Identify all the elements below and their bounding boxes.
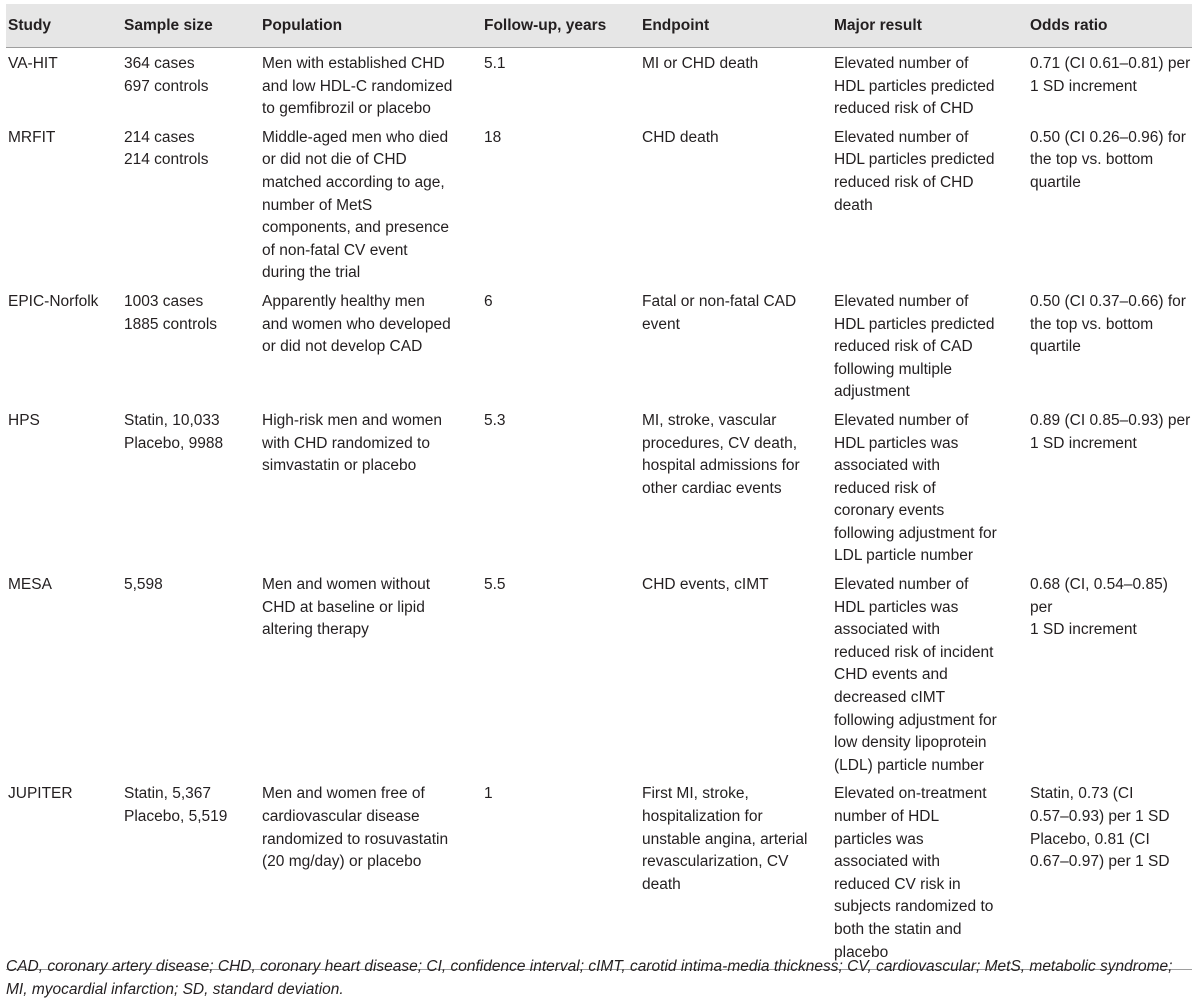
- table-header-row: [6, 4, 1192, 48]
- cell-odds-ratio: 0.50 (CI 0.26–0.96) for the top vs. bottom quartile: [1030, 128, 1186, 191]
- cell-follow-up: 6: [484, 292, 493, 310]
- cell-odds-ratio: 0.89 (CI 0.85–0.93) per 1 SD increment: [1030, 411, 1191, 452]
- cell-sample-size: Statin, 10,033 Placebo, 9988: [124, 411, 224, 452]
- cell-endpoint: CHD death: [642, 128, 719, 146]
- cell-endpoint: CHD events, cIMT: [642, 576, 769, 594]
- cell-major-result: Elevated number of HDL particles predicted reduced risk of CHD: [834, 55, 995, 118]
- header-major-result: Major result: [834, 4, 1030, 48]
- cell-population: High-risk men and women with CHD randomized to simvastatin or placebo: [262, 411, 443, 475]
- table-row: [6, 778, 1192, 969]
- cell-odds-ratio: 0.50 (CI 0.37–0.66) for the top vs. bottom quartile: [1030, 292, 1186, 356]
- cell-major-result: Elevated number of HDL particles was associated with reduced risk of coronary events following adjustment for LDL particle number: [834, 411, 997, 565]
- cell-sample-size: 214 cases 214 controls: [124, 128, 209, 169]
- table-row: [6, 405, 1192, 569]
- cell-study: VA-HIT: [8, 55, 58, 72]
- cell-odds-ratio: Statin, 0.73 (CI 0.57–0.93) per 1 SD Placebo, 0.81 (CI 0.67–0.97) per 1 SD: [1030, 778, 1192, 969]
- cell-odds-ratio: 0.71 (CI 0.61–0.81) per 1 SD increment: [1030, 55, 1191, 95]
- cell-follow-up: 5.1: [484, 55, 506, 72]
- header-population: Population: [262, 4, 484, 48]
- cell-follow-up: 5.5: [484, 576, 506, 594]
- cell-study: HPS: [8, 411, 40, 429]
- table-row: [6, 48, 1192, 122]
- cell-odds-ratio: 0.68 (CI, 0.54–0.85) per 1 SD increment: [1030, 576, 1168, 639]
- cell-study: MRFIT: [8, 128, 56, 146]
- cell-endpoint: MI or CHD death: [642, 55, 759, 72]
- cell-follow-up: 1: [484, 778, 642, 969]
- cell-population: Men with established CHD and low HDL-C randomized to gemfibrozil or placebo: [262, 55, 453, 118]
- cell-study: MESA: [8, 576, 52, 594]
- cell-sample-size: 364 cases 697 controls: [124, 55, 209, 95]
- cell-endpoint: First MI, stroke, hospitalization for unstable angina, arterial revascularization, CV death: [642, 778, 834, 969]
- cell-population: Men and women without CHD at baseline or lipid altering therapy: [262, 576, 431, 639]
- table-row: [6, 122, 1192, 286]
- cell-study: JUPITER: [6, 778, 124, 969]
- header-endpoint: Endpoint: [642, 4, 834, 48]
- table-row: [6, 286, 1192, 405]
- header-study: Study: [6, 4, 124, 48]
- header-odds-ratio: Odds ratio: [1030, 4, 1192, 48]
- cell-population: Apparently healthy men and women who developed or did not develop CAD: [262, 292, 451, 356]
- table-row: [6, 569, 1192, 778]
- cell-endpoint: MI, stroke, vascular procedures, CV death, hospital admissions for other cardiac events: [642, 411, 800, 497]
- cell-major-result: Elevated number of HDL particles predicted reduced risk of CHD death: [834, 128, 995, 214]
- cell-follow-up: 18: [484, 128, 502, 146]
- cell-major-result: Elevated number of HDL particles predicted reduced risk of CAD following multiple adjustment: [834, 292, 995, 401]
- table-container: [6, 4, 1192, 970]
- cell-sample-size: 1003 cases 1885 controls: [124, 292, 218, 333]
- cell-population: Men and women free of cardiovascular disease randomized to rosuvastatin (20 mg/day) or placebo: [262, 778, 484, 969]
- cell-follow-up: 5.3: [484, 411, 506, 429]
- cell-endpoint: Fatal or non-fatal CAD event: [642, 292, 797, 333]
- table-footnote: CAD, coronary artery disease; CHD, coronary heart disease; CI, confidence interval; cIMT, carotid intima-media thickness; CV, cardiovascular; MetS, metabolic syndrome; MI, myocardial infarction; SD, standard deviation.: [6, 958, 1173, 998]
- cell-study: EPIC-Norfolk: [8, 292, 99, 310]
- cell-sample-size: 5,598: [124, 576, 163, 594]
- header-sample-size: Sample size: [124, 4, 262, 48]
- header-follow-up: Follow-up, years: [484, 4, 642, 48]
- cell-major-result: Elevated on-treatment number of HDL particles was associated with reduced CV risk in subjects randomized to both the statin and placebo: [834, 778, 1030, 969]
- cell-sample-size: Statin, 5,367 Placebo, 5,519: [124, 778, 262, 969]
- cell-major-result: Elevated number of HDL particles was associated with reduced risk of incident CHD events and decreased cIMT following adjustment for low density lipoprotein (LDL) particle number: [834, 576, 997, 774]
- hdl-particle-studies-table: [6, 4, 1192, 970]
- cell-population: Middle-aged men who died or did not die of CHD matched according to age, number of MetS components, and presence of non-fatal CV event during the trial: [262, 128, 449, 282]
